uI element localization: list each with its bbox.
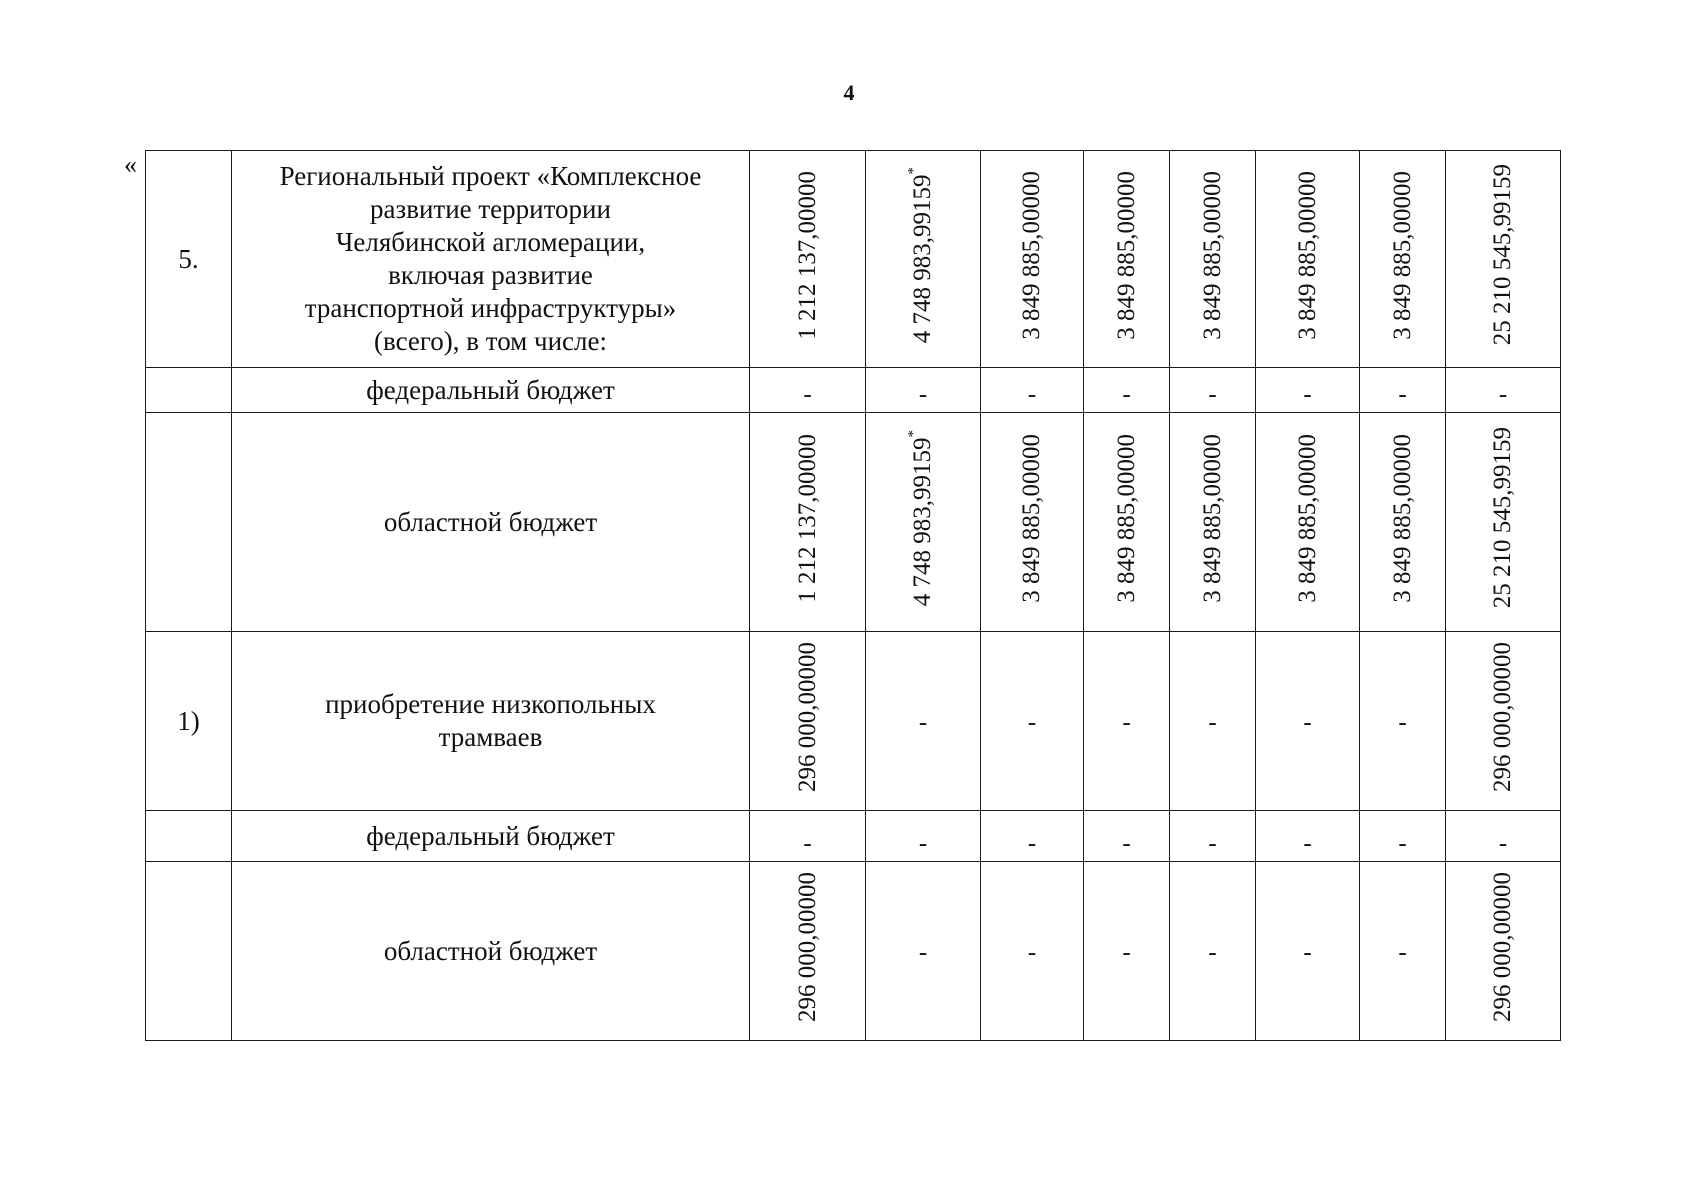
empty-value-dash: - (918, 381, 928, 408)
empty-value-dash: - (1122, 708, 1131, 736)
table-row (146, 368, 1561, 413)
label-line: развитие территории (370, 194, 611, 224)
empty-value-dash: - (1122, 381, 1131, 408)
empty-value-dash: - (1398, 708, 1407, 736)
empty-value-dash: - (918, 938, 928, 966)
row-label (232, 413, 750, 632)
amount-value: 3 849 885,00000 (1018, 433, 1045, 603)
value-cell (750, 632, 866, 811)
amount-value: 4 748 983,99159* (905, 166, 936, 344)
empty-value-dash: - (1027, 938, 1037, 966)
value-cell (1256, 151, 1360, 368)
empty-value-dash: - (918, 830, 928, 857)
table-row (146, 632, 1561, 811)
amount-value: 296 000,00000 (1489, 642, 1516, 792)
label-line: Региональный проект «Комплексное (279, 161, 702, 191)
value-cell (1256, 368, 1360, 413)
row-number (146, 368, 232, 413)
empty-value-dash: - (1398, 830, 1407, 857)
amount-value: 1 212 137,00000 (793, 433, 821, 603)
table-row (146, 862, 1561, 1041)
table-row (146, 413, 1561, 632)
value-cell (1084, 151, 1170, 368)
amount-value: 1 212 137,00000 (793, 170, 821, 340)
row-number (146, 862, 232, 1041)
value-cell (1360, 862, 1446, 1041)
row-label (232, 368, 750, 413)
label-line: включая развитие (388, 260, 593, 290)
value-cell (750, 811, 866, 862)
empty-value-dash: - (1303, 381, 1312, 408)
value-cell (866, 862, 981, 1041)
empty-value-dash: - (1208, 708, 1217, 736)
value-cell (1170, 811, 1256, 862)
empty-value-dash: - (1498, 381, 1508, 408)
empty-value-dash: - (1122, 938, 1131, 966)
empty-value-dash: - (803, 830, 812, 857)
label-line: транспортной инфраструктуры» (304, 293, 677, 323)
row-number-text: 1) (177, 705, 200, 736)
value-cell (1084, 368, 1170, 413)
row-number-text: 5. (178, 243, 199, 274)
value-cell (750, 862, 866, 1041)
value-cell (1084, 413, 1170, 632)
label-line: приобретение низкопольных (325, 689, 656, 719)
value-cell (866, 811, 981, 862)
row-label (232, 151, 750, 368)
opening-quote-mark: « (124, 150, 137, 179)
amount-value: 25 210 545,99159 (1489, 427, 1516, 609)
empty-value-dash: - (1398, 938, 1407, 966)
value-cell (750, 368, 866, 413)
amount-value: 3 849 885,00000 (1018, 170, 1045, 340)
amount-value: 3 849 885,00000 (1112, 170, 1140, 340)
label-line: трамваев (438, 722, 543, 752)
empty-value-dash: - (1027, 708, 1037, 736)
value-cell (981, 862, 1084, 1041)
value-cell (1446, 151, 1561, 368)
empty-value-dash: - (1027, 381, 1037, 408)
amount-value: 3 849 885,00000 (1388, 170, 1416, 340)
row-label (232, 811, 750, 862)
budget-table (145, 150, 1561, 1041)
value-cell (1446, 368, 1561, 413)
value-cell (750, 151, 866, 368)
label-line: федеральный бюджет (366, 374, 615, 405)
value-cell (1360, 811, 1446, 862)
empty-value-dash: - (1303, 938, 1312, 966)
value-cell (1256, 862, 1360, 1041)
empty-value-dash: - (1398, 381, 1407, 408)
empty-value-dash: - (1303, 708, 1312, 736)
table-row (146, 151, 1561, 368)
value-cell (981, 368, 1084, 413)
label-line: областной бюджет (383, 935, 598, 966)
page-number: 4 (843, 80, 855, 105)
amount-value: 296 000,00000 (793, 642, 821, 792)
footnote-marker: * (905, 429, 922, 438)
value-cell (1256, 632, 1360, 811)
value-cell (1360, 413, 1446, 632)
amount-value: 3 849 885,00000 (1112, 433, 1140, 603)
row-label (232, 862, 750, 1041)
label-line: Челябинской агломерации, (335, 227, 646, 257)
row-number (146, 413, 232, 632)
value-cell (1446, 811, 1561, 862)
amount-value: 296 000,00000 (1489, 872, 1516, 1022)
value-cell (1170, 151, 1256, 368)
row-number (146, 151, 232, 368)
table-row (146, 811, 1561, 862)
empty-value-dash: - (1027, 830, 1037, 857)
amount-value: 3 849 885,00000 (1293, 170, 1321, 340)
value-cell (1170, 862, 1256, 1041)
amount-value: 296 000,00000 (793, 872, 821, 1022)
value-cell (981, 632, 1084, 811)
value-cell (750, 413, 866, 632)
value-cell (1084, 862, 1170, 1041)
empty-value-dash: - (803, 381, 812, 408)
value-cell (981, 151, 1084, 368)
value-cell (866, 151, 981, 368)
value-cell (1084, 632, 1170, 811)
empty-value-dash: - (1208, 938, 1217, 966)
value-cell (1446, 632, 1561, 811)
amount-value: 25 210 545,99159 (1489, 164, 1516, 346)
label-line: (всего), в том числе: (373, 326, 607, 356)
amount-value: 3 849 885,00000 (1198, 170, 1226, 340)
value-cell (1170, 368, 1256, 413)
empty-value-dash: - (1208, 830, 1217, 857)
value-cell (1256, 413, 1360, 632)
value-cell (866, 368, 981, 413)
empty-value-dash: - (1303, 830, 1312, 857)
value-cell (866, 413, 981, 632)
value-cell (981, 811, 1084, 862)
row-number (146, 632, 232, 811)
amount-value: 3 849 885,00000 (1198, 433, 1226, 603)
amount-value: 3 849 885,00000 (1388, 433, 1416, 603)
value-cell (1360, 151, 1446, 368)
value-cell (1446, 862, 1561, 1041)
empty-value-dash: - (918, 708, 928, 736)
empty-value-dash: - (1122, 830, 1131, 857)
row-number (146, 811, 232, 862)
label-line: федеральный бюджет (366, 820, 615, 851)
value-cell (981, 413, 1084, 632)
value-cell (1170, 632, 1256, 811)
row-label (232, 632, 750, 811)
value-cell (1256, 811, 1360, 862)
amount-value: 3 849 885,00000 (1293, 433, 1321, 603)
value-cell (1084, 811, 1170, 862)
footnote-marker: * (905, 166, 922, 175)
value-cell (866, 632, 981, 811)
value-cell (1446, 413, 1561, 632)
value-cell (1360, 632, 1446, 811)
empty-value-dash: - (1498, 830, 1508, 857)
label-line: областной бюджет (383, 506, 598, 537)
empty-value-dash: - (1208, 381, 1217, 408)
amount-value: 4 748 983,99159* (905, 429, 936, 607)
value-cell (1170, 413, 1256, 632)
value-cell (1360, 368, 1446, 413)
